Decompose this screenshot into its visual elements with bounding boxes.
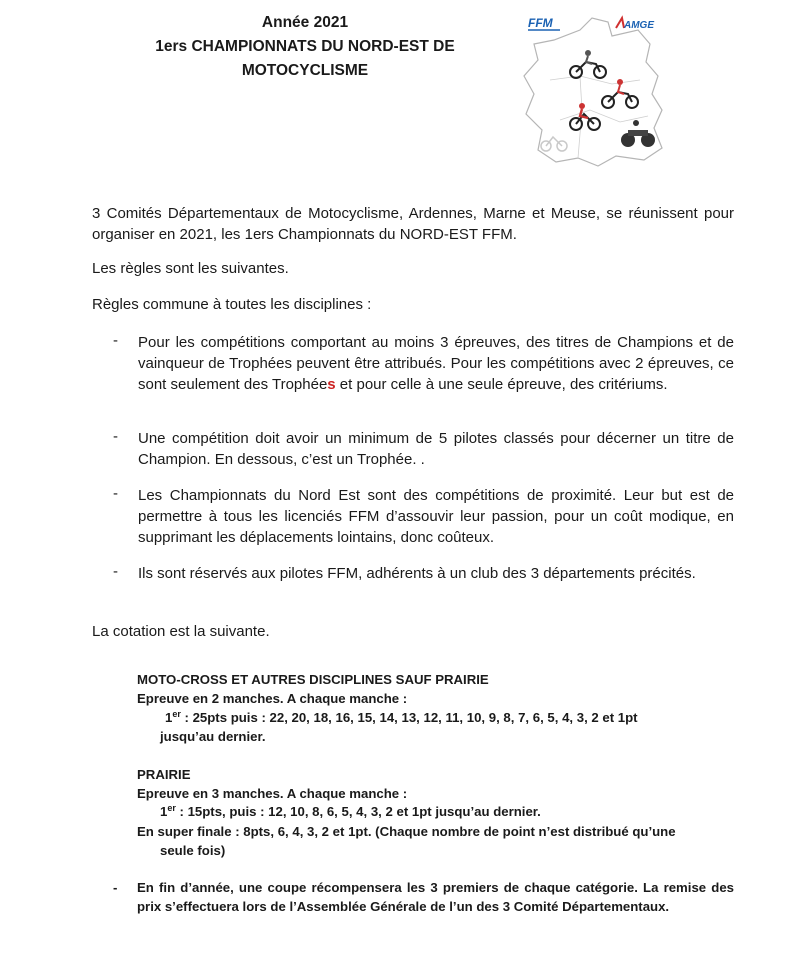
amge-logo: AMGE <box>624 20 654 31</box>
rule-item: Ils sont réservés aux pilotes FFM, adhérents à un club des 3 départements précités. <box>138 565 696 582</box>
rules-intro: Les règles sont les suivantes. <box>92 260 289 277</box>
page-title-cont: MOTOCYCLISME <box>241 62 369 79</box>
rule-item: Les Championnats du Nord Est sont des compétitions de proximité. Leur but est de permettre à tous les licenciés FFM d’assouvir leur passion, pour un coût modique, en supprimant les déplacements lointains, donc coûteux. <box>138 487 734 546</box>
bullet-marker: - <box>113 485 118 502</box>
prairie-title: PRAIRIE <box>137 767 191 782</box>
motocross-rider-icon <box>602 79 638 108</box>
bullet-marker: - <box>113 563 118 580</box>
motocross-points: 1er : 25pts puis : 22, 20, 18, 16, 15, 14, 13, 12, 11, 10, 9, 8, 7, 6, 5, 4, 3, 2 et 1pt <box>165 709 638 725</box>
rule-text: Pour les compétitions comportant au moins 3 épreuves, des titres de Champions et de vainqueur de Trophées peuvent être attribués. Pour les compétitions avec 2 épreuves, ce sont seulement des Trophée <box>138 334 734 393</box>
bullet-marker: - <box>113 428 118 445</box>
intro-paragraph: 3 Comités Départementaux de Motocyclisme, Ardennes, Marne et Meuse, se réunissent pour organiser en 2021, les 1ers Championnats du NORD-EST FFM. <box>92 205 734 243</box>
bullet-marker: - <box>113 332 118 349</box>
motocross-title: MOTO-CROSS ET AUTRES DISCIPLINES SAUF PRAIRIE <box>137 672 489 687</box>
rule-text-highlight: s <box>327 376 336 393</box>
motocross-rounds: Epreuve en 2 manches. A chaque manche : <box>137 691 408 706</box>
common-rules-title: Règles commune à toutes les disciplines : <box>92 296 372 313</box>
cotation-intro: La cotation est la suivante. <box>92 623 270 640</box>
prairie-points: 1er : 15pts, puis : 12, 10, 8, 6, 5, 4, 3, 2 et 1pt jusqu’au dernier. <box>160 803 541 819</box>
page-title-year: Année 2021 <box>261 14 349 31</box>
trial-rider-icon <box>570 103 600 130</box>
rule-item <box>138 332 734 395</box>
rule-text: et pour celle à une seule épreuve, des critériums. <box>335 376 668 393</box>
prairie-superfinale-cont: seule fois) <box>160 843 226 858</box>
championship-logo <box>520 10 670 168</box>
quad-rider-icon <box>621 120 655 147</box>
motocross-points-cont: jusqu’au dernier. <box>160 729 266 744</box>
final-note: En fin d’année, une coupe récompensera les 3 premiers de chaque catégorie. La remise des prix s’effectuera lors de l’Assemblée Générale de l’un des 3 Comité Départementaux. <box>137 880 734 914</box>
page-title: 1ers CHAMPIONNATS DU NORD-EST DE <box>155 38 455 55</box>
rule-item: Une compétition doit avoir un minimum de 5 pilotes classés pour décerner un titre de Champion. En dessous, c’est un Trophée. . <box>138 430 734 468</box>
prairie-superfinale: En super finale : 8pts, 6, 4, 3, 2 et 1pt. (Chaque nombre de point n’est distribué qu’une <box>137 824 676 839</box>
bullet-marker: - <box>113 880 118 895</box>
motocross-rider-icon <box>570 50 606 78</box>
ffm-logo: FFM <box>528 16 553 30</box>
prairie-rounds: Epreuve en 3 manches. A chaque manche : <box>137 786 408 801</box>
